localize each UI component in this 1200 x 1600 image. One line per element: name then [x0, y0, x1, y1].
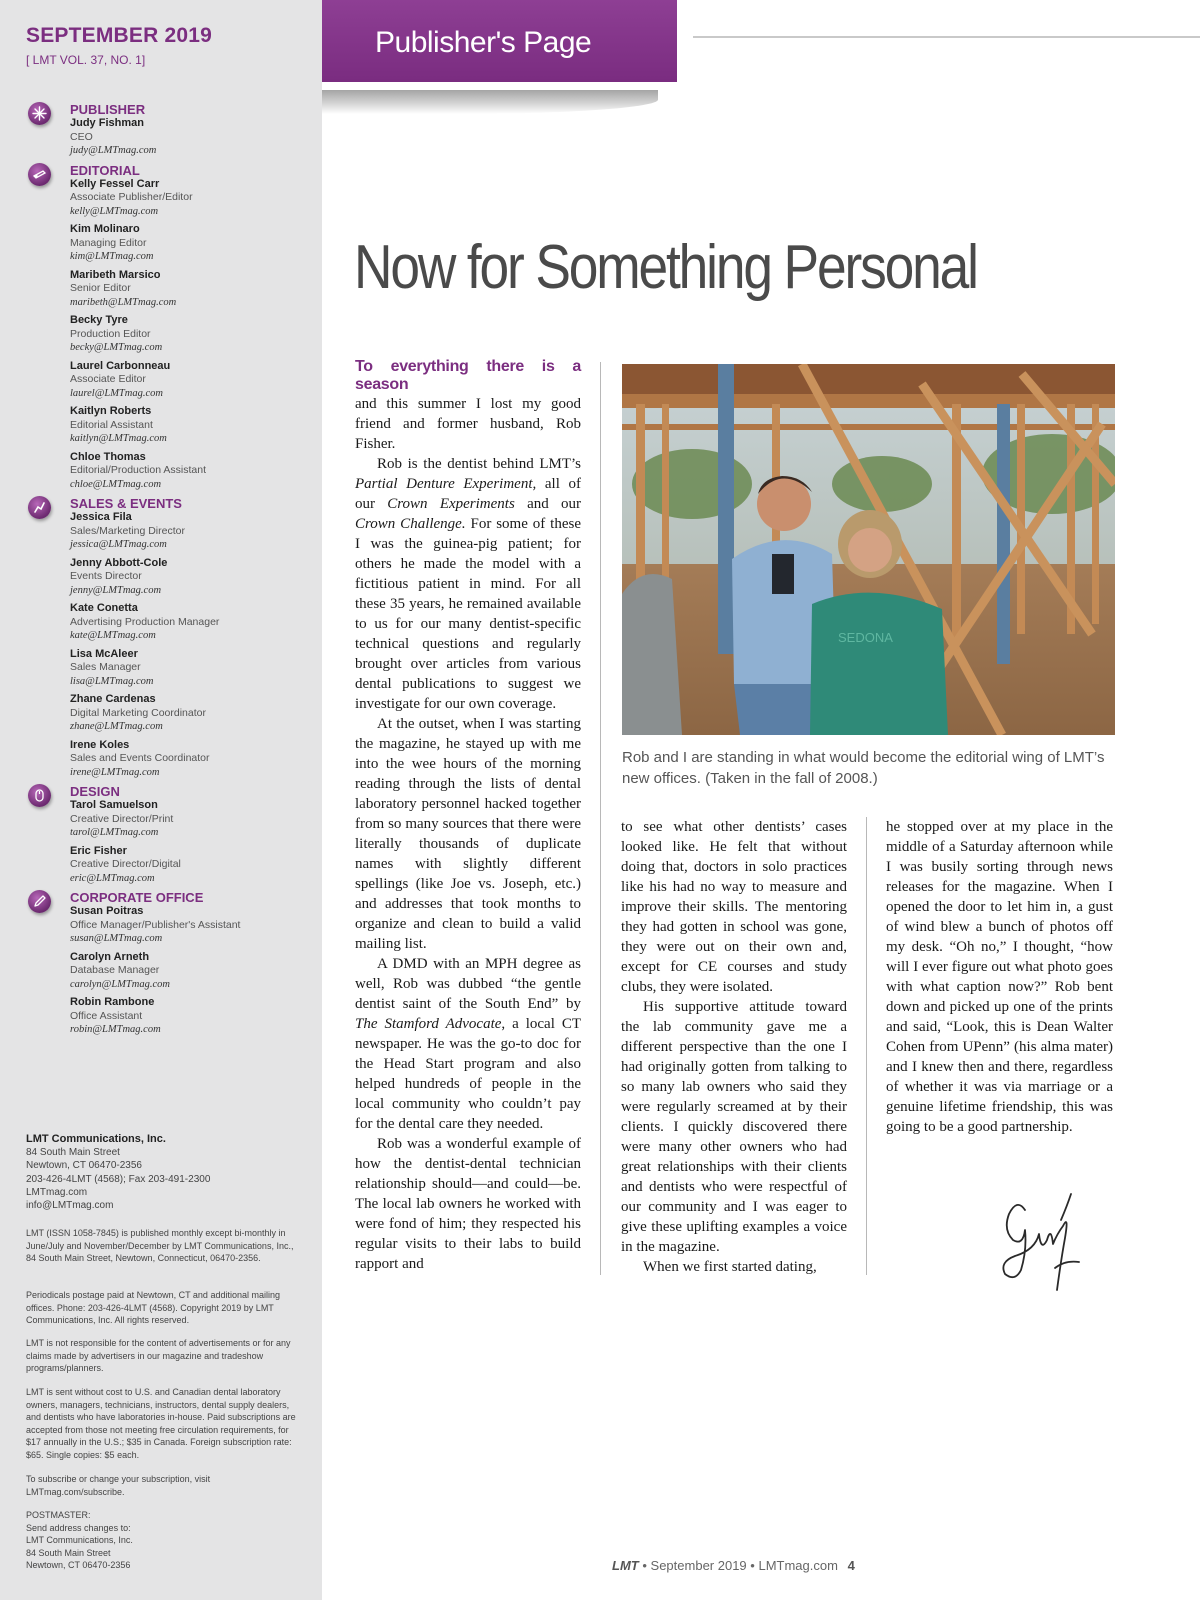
signature — [995, 1190, 1095, 1310]
staff-email[interactable]: becky@LMTmag.com — [70, 342, 163, 353]
pen-icon — [28, 163, 51, 186]
staff-name: Kaitlyn Roberts — [70, 405, 152, 417]
staff-email[interactable]: maribeth@LMTmag.com — [70, 296, 177, 308]
staff-role: Database Manager — [70, 964, 160, 976]
staff-role: Sales Manager — [70, 661, 141, 673]
staff-name: Susan Poitras — [70, 905, 144, 917]
staff-name: Chloe Thomas — [70, 450, 146, 463]
company-email[interactable]: info@LMTmag.com — [26, 1200, 114, 1212]
staff-role: CEO — [70, 130, 93, 143]
staff-email[interactable]: chloe@LMTmag.com — [70, 478, 162, 490]
paragraph: he stopped over at my place in the middle of a Saturday afternoon while I was busily sorting through news releases for the magazine. When I opened the door to let him in, a gust of wind blew a bunch of photos off my desk. “Oh no,” I thought, “how will I ever figure out what photo goes with what caption now?” Rob bent down and picked up one of the prints and said, “Look, this is Dean Walter Cohen from UPenn” (his alma mater) and I knew then and there, regardless of whether it was via marriage or a genuine lifetime friendship, this was going to be a good partnership. — [886, 819, 1113, 1135]
staff-directory — [0, 102, 322, 1042]
staff-section — [0, 890, 322, 1037]
staff-email[interactable]: kim@LMTmag.com — [70, 251, 154, 262]
fine-print-subscription: LMT is sent without cost to U.S. and Canadian dental laboratory owners, managers, technicians, instructors, dental supply dealers, and dentists who have laboratories in-house. Paid subscriptions are accepted from those not meeting free circulation requirements, for $17 annually in the U.S.; $35 in Canada. Foreign subscription rate: $65. Single copies: $5 each. — [26, 1387, 296, 1460]
staff-section-title: PUBLISHER — [70, 102, 146, 117]
pencil-icon — [28, 890, 51, 913]
staff-role: Associate Editor — [70, 373, 146, 385]
postmaster-line: LMT Communications, Inc. — [26, 1535, 133, 1545]
staff-role: Senior Editor — [70, 282, 131, 294]
article-column-1 — [355, 358, 581, 1274]
staff-member — [70, 511, 322, 552]
staff-email[interactable]: kelly@LMTmag.com — [70, 205, 159, 217]
staff-section-title: SALES & EVENTS — [70, 496, 182, 511]
postmaster-line: Newtown, CT 06470-2356 — [26, 1560, 131, 1570]
paragraph: Rob was a wonderful example of how the dentist-dental technician relationship should—and could—be. The local lab owners he worked with were fond of him; they respected his regular visits to their labs to build rapport and — [355, 1136, 581, 1272]
page-number: 4 — [847, 1558, 855, 1573]
staff-email[interactable]: susan@LMTmag.com — [70, 933, 163, 944]
article-column-2 — [621, 817, 847, 1277]
staff-email[interactable]: jessica@LMTmag.com — [70, 539, 167, 550]
issue-volume: [ LMT VOL. 37, NO. 1] — [26, 53, 146, 67]
text-run: , a local CT newspaper. He was the go-to doc for the Head Start program and also helped hundreds of people in the local community who couldn’t pay for the dental care they needed. — [355, 1016, 582, 1132]
text-run: A DMD with an MPH degree as well, Rob was dubbed “the gentle dentist saint of the South End” by — [355, 956, 581, 1012]
staff-member — [70, 405, 322, 446]
staff-member — [70, 799, 322, 840]
footer-separator: • — [642, 1558, 647, 1573]
staff-section-title: DESIGN — [70, 784, 120, 799]
staff-member — [70, 360, 322, 401]
section-title: Publisher's Page — [375, 26, 592, 59]
footer-magazine: LMT — [612, 1558, 639, 1573]
staff-role: Office Assistant — [70, 1009, 143, 1022]
staff-name: Kim Molinaro — [70, 223, 140, 235]
footer-separator: • — [750, 1558, 755, 1573]
chart-icon — [28, 496, 51, 519]
text-run: and this summer I lost my good friend and former husband, Rob Fisher. — [355, 396, 581, 452]
staff-role: Creative Director/Digital — [70, 858, 181, 870]
staff-email[interactable]: irene@LMTmag.com — [70, 766, 160, 778]
staff-section — [0, 163, 322, 492]
staff-email[interactable]: kate@LMTmag.com — [70, 630, 156, 641]
company-info — [26, 1133, 298, 1212]
staff-name: Tarol Samuelson — [70, 799, 158, 811]
footer-site[interactable]: LMTmag.com — [758, 1558, 838, 1573]
company-name: LMT Communications, Inc. — [26, 1133, 166, 1145]
italic-title: Crown Experiments — [387, 496, 515, 512]
staff-email[interactable]: zhane@LMTmag.com — [70, 721, 163, 732]
staff-member — [70, 905, 322, 946]
staff-email[interactable]: judy@LMTmag.com — [70, 145, 157, 156]
postmaster-block — [26, 1509, 300, 1572]
text-run: For some of these I was the guinea-pig patient; for others he made the model with a fictitious patient in mind. For all these 35 years, he remained available to us for our many dentist-specific technical questions and regularly brought over articles from various dental publications to suggest we investigate for our own coverage. — [355, 516, 581, 712]
postmaster-line: Send address changes to: — [26, 1522, 131, 1533]
staff-section — [0, 784, 322, 885]
photo-caption: Rob and I are standing in what would become the editorial wing of LMT’s new offices. (Taken in the fall of 2008.) — [622, 749, 1105, 787]
staff-name: Eric Fisher — [70, 844, 127, 857]
staff-member — [70, 602, 322, 643]
staff-role: Sales/Marketing Director — [70, 524, 185, 537]
staff-role: Editorial Assistant — [70, 418, 153, 431]
paragraph: to see what other dentists’ cases looked like. He felt that without doing that, doctors in solo practices like his had no way to measure and improve their skills. The mentoring they had gotten in school was gone, they were out on their own and, except for CE courses and study clubs, they were isolated. — [621, 819, 847, 995]
staff-member — [70, 648, 322, 689]
italic-title: Partial Denture Experiment, — [355, 476, 537, 492]
fine-print-disclaimer: LMT is not responsible for the content of advertisements or for any claims made by advertisers in our magazine and tradeshow programs/planners. — [26, 1338, 291, 1373]
signature-glyph — [995, 1190, 1095, 1305]
staff-email[interactable]: kaitlyn@LMTmag.com — [70, 433, 167, 444]
staff-name: Zhane Cardenas — [70, 693, 156, 705]
staff-name: Robin Rambone — [70, 996, 155, 1008]
staff-name: Jenny Abbott-Cole — [70, 556, 168, 569]
company-city: Newtown, CT 06470-2356 — [26, 1160, 142, 1172]
staff-role: Editorial/Production Assistant — [70, 464, 206, 476]
banner-shadow — [322, 90, 658, 114]
staff-name: Jessica Fila — [70, 511, 132, 523]
company-street: 84 South Main Street — [26, 1147, 120, 1159]
staff-email[interactable]: tarol@LMTmag.com — [70, 827, 159, 838]
postmaster-label: POSTMASTER: — [26, 1510, 91, 1520]
fine-print-publication: LMT (ISSN 1058-7845) is published monthly except bi-monthly in June/July and November/December by LMT Communications, Inc., 84 South Main Street, Newtown, Connecticut, 06470-2356. — [26, 1228, 294, 1263]
staff-member — [70, 451, 322, 492]
staff-member — [70, 951, 322, 992]
staff-name: Lisa McAleer — [70, 647, 138, 660]
mouse-icon — [28, 784, 51, 807]
staff-role: Associate Publisher/Editor — [70, 191, 193, 203]
footer-line — [612, 1558, 855, 1573]
fine-print-postage: Periodicals postage paid at Newtown, CT and additional mailing offices. Phone: 203-426-4LMT (4568). Copyright 2019 by LMT Communications, Inc. All rights reserved. — [26, 1290, 280, 1325]
staff-role: Creative Director/Print — [70, 812, 174, 825]
staff-member — [70, 117, 322, 158]
company-phone: 203-426-4LMT (4568); Fax 203-491-2300 — [26, 1173, 211, 1185]
staff-name: Laurel Carbonneau — [70, 359, 171, 372]
paragraph — [355, 954, 581, 1134]
fine-print-subscribe-link[interactable]: To subscribe or change your subscription, visit LMTmag.com/subscribe. — [26, 1474, 211, 1497]
italic-title: The Stamford Advocate — [355, 1016, 502, 1032]
column-divider — [600, 362, 601, 1275]
staff-member — [70, 178, 322, 219]
footer-date: September 2019 — [650, 1558, 747, 1573]
staff-email[interactable]: laurel@LMTmag.com — [70, 387, 163, 399]
staff-section-title: CORPORATE OFFICE — [70, 890, 204, 905]
staff-member — [70, 269, 322, 310]
header-rule — [693, 36, 1200, 38]
staff-member — [70, 845, 322, 886]
paragraph — [355, 358, 581, 454]
italic-title: Crown Challenge. — [355, 516, 466, 532]
staff-email[interactable]: jenny@LMTmag.com — [70, 584, 162, 596]
staff-role: Production Editor — [70, 327, 151, 340]
staff-member — [70, 693, 322, 734]
staff-section — [0, 496, 322, 779]
staff-email[interactable]: eric@LMTmag.com — [70, 872, 155, 884]
staff-name: Maribeth Marsico — [70, 268, 161, 281]
lead-in: To everything there is a season — [355, 358, 581, 393]
staff-role: Managing Editor — [70, 236, 147, 249]
staff-role: Advertising Production Manager — [70, 615, 220, 628]
paragraph: When we first started dating, — [643, 1259, 817, 1275]
staff-name: Judy Fishman — [70, 117, 144, 129]
staff-email[interactable]: carolyn@LMTmag.com — [70, 978, 170, 990]
staff-member — [70, 739, 322, 780]
staff-email[interactable]: lisa@LMTmag.com — [70, 675, 154, 687]
shirt-text: SEDONA — [838, 630, 893, 645]
staff-section-title: EDITORIAL — [70, 162, 140, 178]
staff-section — [0, 102, 322, 158]
paragraph: At the outset, when I was starting the magazine, he stayed up with me into the wee hours of the morning reading through the lists of dental laboratory personnel hacked together from so many sources that there were literally thousands of duplicate names with slightly different spellings (like Joe vs. Joseph, etc.) and addresses that took months to organize and clean to build a valid mailing list. — [355, 716, 581, 952]
staff-role: Sales and Events Coordinator — [70, 752, 210, 764]
staff-role: Digital Marketing Coordinator — [70, 706, 206, 719]
staff-name: Carolyn Arneth — [70, 950, 150, 963]
staff-role: Office Manager/Publisher's Assistant — [70, 918, 241, 931]
staff-name: Kate Conetta — [70, 602, 138, 614]
paragraph — [355, 454, 581, 714]
masthead-sidebar — [0, 0, 322, 1600]
article-headline: Now for Something Personal — [354, 233, 977, 302]
sparkle-icon — [28, 102, 51, 125]
staff-name: Becky Tyre — [70, 314, 128, 326]
staff-member — [70, 314, 322, 355]
text-run: all of our — [355, 476, 581, 512]
staff-member — [70, 996, 322, 1037]
article-column-3 — [886, 817, 1113, 1137]
staff-name: Irene Koles — [70, 738, 130, 751]
issue-date: SEPTEMBER 2019 — [26, 24, 213, 47]
paragraph: His supportive attitude toward the lab community gave me a different perspective than the one I had originally gotten from talking to so many lab owners who said they were regularly screamed at by their clients. I quickly discovered there were many other owners who had great relationships with their clients and dentists who were respectful of our community and I was eager to give these uplifting examples a voice in the magazine. — [621, 999, 847, 1255]
postmaster-line: 84 South Main Street — [26, 1547, 111, 1558]
staff-member — [70, 223, 322, 264]
construction-photo-illustration — [622, 364, 1115, 735]
text-run: and our — [514, 496, 581, 512]
staff-role: Events Director — [70, 570, 142, 582]
company-website[interactable]: LMTmag.com — [26, 1186, 88, 1198]
staff-email[interactable]: robin@LMTmag.com — [70, 1024, 161, 1035]
staff-member — [70, 557, 322, 598]
column-divider — [866, 817, 867, 1275]
staff-name: Kelly Fessel Carr — [70, 177, 160, 190]
text-run: Rob is the dentist behind LMT’s — [377, 456, 581, 472]
article-photo — [622, 364, 1115, 735]
